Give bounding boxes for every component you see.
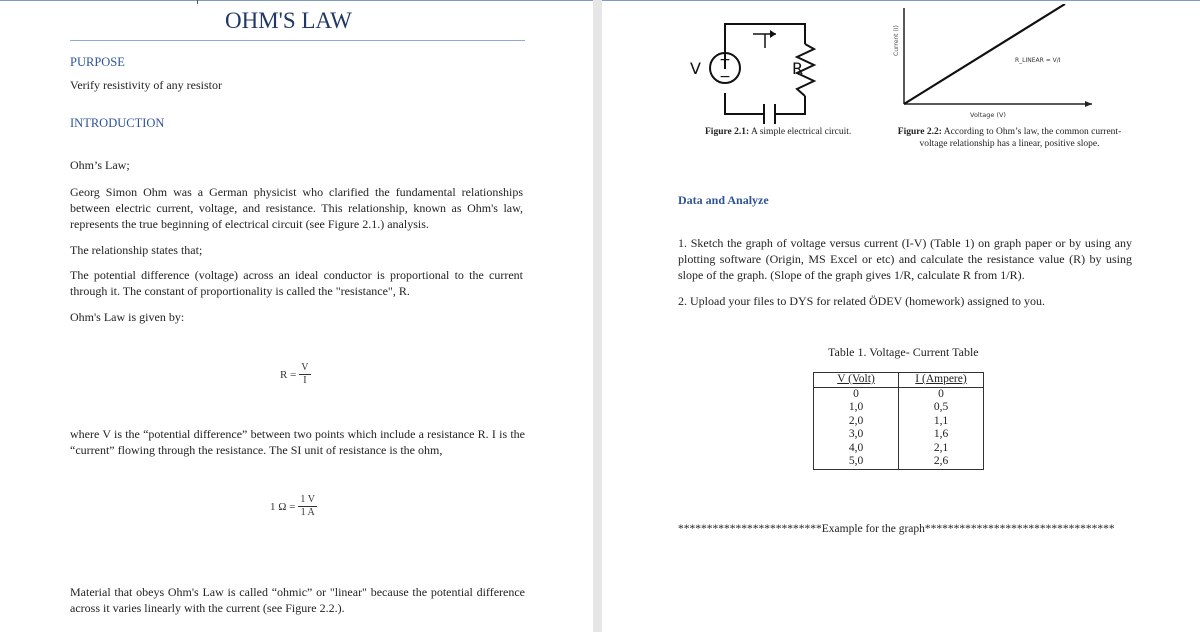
purpose-heading: PURPOSE	[70, 55, 125, 69]
graph-x-label: Voltage (V)	[970, 111, 1006, 119]
table-row	[814, 401, 984, 415]
intro-paragraph-2: The relationship states that;	[70, 243, 203, 257]
table-cell-current: 0	[899, 387, 984, 401]
x-axis-arrow-icon	[1085, 101, 1092, 107]
table-row	[814, 428, 984, 442]
figure-2-1-text: A simple electrical circuit.	[749, 127, 852, 137]
table-row	[814, 415, 984, 429]
figure-2-2-label: Figure 2.2:	[897, 127, 942, 137]
page-gap	[593, 0, 602, 632]
data-analyze-heading: Data and Analyze	[678, 193, 769, 207]
table-cell-voltage: 5,0	[814, 455, 899, 469]
where-paragraph: where V is the “potential difference” between two points which include a resistance R. I is the “current” flowing through the resistance. The SI unit of resistance is the ohm,	[70, 427, 525, 457]
table-header-current: I (Ampere)	[899, 373, 984, 388]
example-graph-line: *************************Example for the graph*********************************	[678, 523, 1115, 535]
left-page	[0, 0, 593, 632]
unit-formula-fraction	[298, 494, 317, 519]
purpose-text: Verify resistivity of any resistor	[70, 78, 222, 92]
step-1-paragraph: 1. Sketch the graph of voltage versus current (I-V) (Table 1) on graph paper or by using any plotting software (Origin, MS Excel or etc) and calculate the resistance value (R) by using slope of the graph. (Slope of the graph gives 1/R, calculate R from 1/R).	[678, 236, 1132, 282]
formula-denominator: I	[303, 375, 307, 386]
table-cell-current: 1,6	[899, 428, 984, 442]
circuit-diagram	[680, 14, 850, 124]
unit-formula-lhs: 1 Ω =	[270, 500, 296, 513]
intro-paragraph-1: Georg Simon Ohm was a German physicist who clarified the fundamental relationships between electric current, voltage, and resistance. This relationship, known as Ohm's law, represents the true beginning of electrical circuit (see Figure 2.1.) analysis.	[70, 185, 523, 231]
table-cell-voltage: 2,0	[814, 415, 899, 429]
formula-lhs: R =	[280, 368, 297, 381]
ruler-tick	[197, 0, 198, 4]
title-underline	[70, 40, 525, 41]
current-arrowhead-icon	[770, 30, 776, 38]
table-cell-current: 2,1	[899, 442, 984, 456]
table-cell-current: 1,1	[899, 415, 984, 429]
table-row	[814, 387, 984, 401]
ohm-unit-formula	[270, 494, 317, 519]
voltage-label: V	[690, 59, 701, 78]
table-cell-current: 0,5	[899, 401, 984, 415]
graph-linear-line	[904, 4, 1065, 104]
page-title: OHM'S LAW	[225, 8, 352, 33]
plus-sign: +	[719, 52, 731, 68]
figure-2-2-caption	[892, 126, 1127, 150]
table-header-row	[814, 373, 984, 388]
resistor-label: R	[792, 59, 804, 78]
graph-line-label: R_LINEAR = V/I	[1015, 57, 1061, 64]
table-cell-voltage: 1,0	[814, 401, 899, 415]
table-cell-current: 2,6	[899, 455, 984, 469]
introduction-heading: INTRODUCTION	[70, 116, 165, 130]
table-title: Table 1. Voltage- Current Table	[828, 345, 979, 359]
unit-formula-numerator: 1 V	[300, 494, 315, 505]
unit-formula-denominator: 1 A	[300, 507, 315, 518]
formula-numerator: V	[301, 362, 309, 373]
figure-2-2-text: According to Ohm’s law, the common current-voltage relationship has a linear, positive slope.	[919, 127, 1122, 149]
table-header-voltage: V (Volt)	[814, 373, 899, 388]
formula-fraction	[299, 362, 310, 387]
ohmic-paragraph: Material that obeys Ohm's Law is called “ohmic” or "linear" because the potential difference across it varies linearly with the current (see Figure 2.2.).	[70, 585, 525, 615]
voltage-current-table	[813, 372, 984, 470]
table-cell-voltage: 4,0	[814, 442, 899, 456]
ohms-law-label: Ohm’s Law;	[70, 158, 130, 172]
figure-2-1-label: Figure 2.1:	[705, 127, 750, 137]
step-2-paragraph: 2. Upload your files to DYS for related ÖDEV (homework) assigned to you.	[678, 294, 1046, 308]
graph-y-label: Current (I)	[893, 25, 900, 56]
minus-sign: −	[719, 69, 731, 85]
ohms-law-formula	[280, 362, 311, 387]
iv-graph	[882, 4, 1092, 122]
intro-paragraph-3: The potential difference (voltage) across an ideal conductor is proportional to the current through it. The constant of proportionality is called the "resistance", R.	[70, 268, 523, 298]
circuit-wire-right	[775, 96, 805, 114]
circuit-wire-bottom	[725, 93, 764, 114]
table-row	[814, 442, 984, 456]
table-row	[814, 455, 984, 469]
figure-2-1-caption	[705, 126, 851, 138]
table-cell-voltage: 3,0	[814, 428, 899, 442]
intro-paragraph-4: Ohm's Law is given by:	[70, 310, 185, 324]
table-cell-voltage: 0	[814, 387, 899, 401]
